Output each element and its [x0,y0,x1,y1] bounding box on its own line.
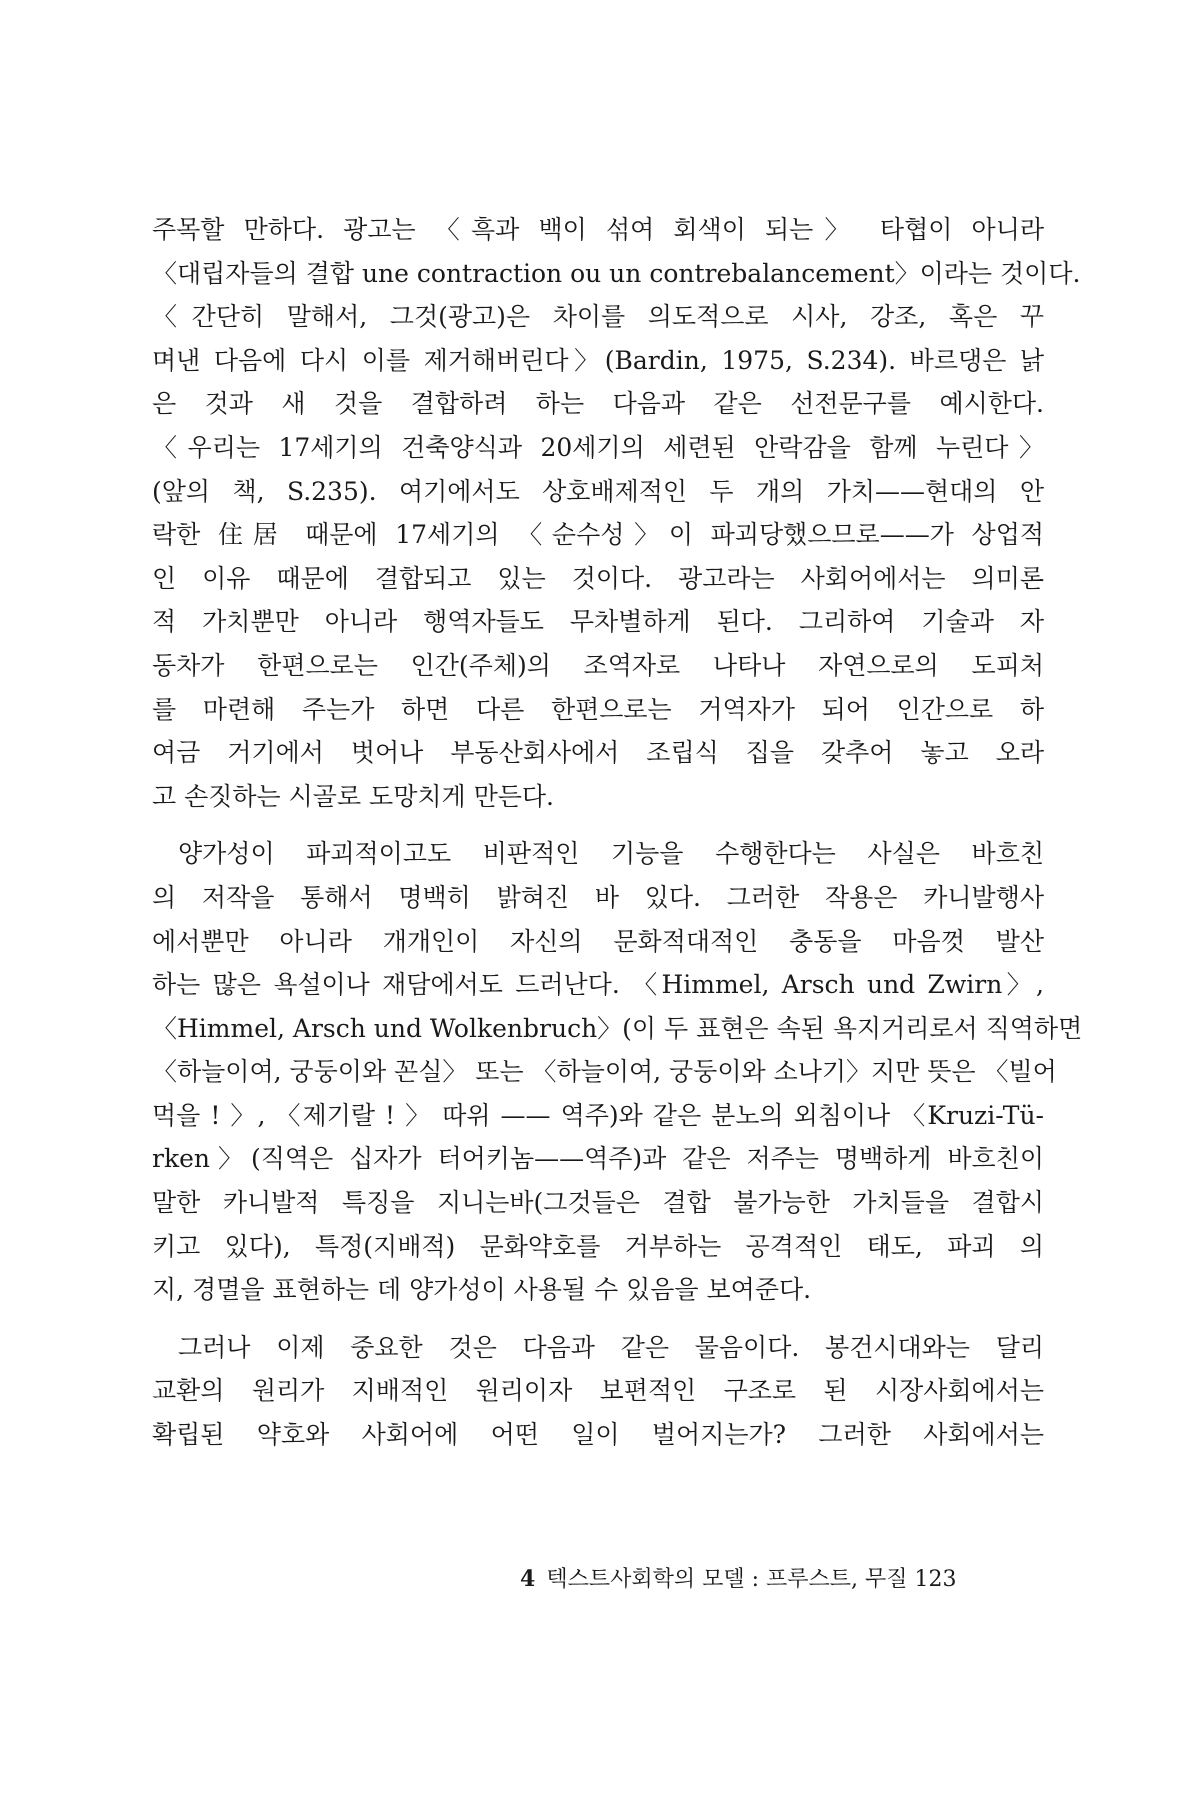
paragraph-gap [152,1312,1044,1326]
text-line: 〈대립자들의 결합 une contraction ou un contrebalancement〉이라는 것이다. [152,258,1081,288]
chapter-number: 4 [520,1566,536,1592]
text-line: rken〉(직역은 십자가 터어키놈——역주)과 같은 저주는 명백하게 바흐친이 [152,1144,1044,1174]
paragraph-1 [152,208,1081,818]
text-line: 인 이유 때문에 결합되고 있는 것이다. 광고라는 사회어에서는 의미론 [152,563,1044,593]
text-line: 은 것과 새 것을 결합하려 하는 다음과 같은 선전문구를 예시한다. [152,389,1044,419]
text-line: 락한 住居 때문에 17세기의 〈순수성〉이 파괴당했으므로——가 상업적 [152,520,1044,550]
text-line: 동차가 한편으로는 인간(주체)의 조역자로 나타나 자연으로의 도피처 [152,650,1044,680]
text-line: 주목할 만하다. 광고는 〈흑과 백이 섞여 회색이 되는〉 타협이 아니라 [152,215,1044,244]
text-line: 며낸 다음에 다시 이를 제거해버린다〉(Bardin, 1975, S.234). 바르댕은 낡 [152,345,1044,375]
page-number: 123 [914,1567,957,1592]
text-line: 〈하늘이여, 궁둥이와 꼰실〉 또는 〈하늘이여, 궁둥이와 소나기〉지만 뜻은 〈빌어 [152,1057,1057,1087]
text-line: 여금 거기에서 벗어나 부동산회사에서 조립식 집을 갖추어 놓고 오라 [152,738,1044,768]
chapter-title: 텍스트사회학의 모델 : 프루스트, 무질 [546,1567,908,1592]
body-text [152,208,1083,1457]
text-line: 교환의 원리가 지배적인 원리이자 보편적인 구조로 된 시장사회에서는 [152,1376,1044,1406]
running-footer [520,1562,956,1593]
text-line: 하는 많은 욕설이나 재담에서도 드러난다. 〈Himmel, Arsch und Zwirn〉, [152,970,1044,1000]
text-line: (앞의 책, S.235). 여기에서도 상호배제적인 두 개의 가치——현대의 안 [152,476,1044,506]
text-line: 적 가치뿐만 아니라 행역자들도 무차별하게 된다. 그리하여 기술과 자 [152,607,1044,637]
text-line: 말한 카니발적 특징을 지니는바(그것들은 결합 불가능한 가치들을 결합시 [152,1188,1044,1218]
text-line: 를 마련해 주는가 하면 다른 한편으로는 거역자가 되어 인간으로 하 [152,694,1044,724]
text-line: 고 손짓하는 시골로 도망치게 만든다. [152,781,554,811]
text-line: 키고 있다), 특정(지배적) 문화약호를 거부하는 공격적인 태도, 파괴 의 [152,1231,1044,1261]
text-line: 먹을 ! 〉, 〈제기랄 ! 〉 따위 —— 역주)와 같은 분노의 외침이나 〈Kruzi-Tü- [152,1100,1044,1130]
text-line: 의 저작을 통해서 명백히 밝혀진 바 있다. 그러한 작용은 카니발행사 [152,882,1044,912]
text-line: 그러나 이제 중요한 것은 다음과 같은 물음이다. 봉건시대와는 달리 [178,1332,1044,1362]
text-line: 지, 경멸을 표현하는 데 양가성이 사용될 수 있음을 보여준다. [152,1275,812,1305]
text-line: 〈Himmel, Arsch und Wolkenbruch〉(이 두 표현은 속된 욕지거리로서 직역하면 [152,1013,1083,1043]
paragraph-2 [152,832,1083,1312]
text-line: 확립된 약호와 사회어에 어떤 일이 벌어지는가? 그러한 사회에서는 [152,1420,1044,1450]
text-line: 〈우리는 17세기의 건축양식과 20세기의 세련된 안락감을 함께 누린다〉 [152,432,1044,462]
text-line: 에서뿐만 아니라 개개인이 자신의 문화적대적인 충동을 마음껏 발산 [152,926,1044,956]
text-line: 〈간단히 말해서, 그것(광고)은 차이를 의도적으로 시사, 강조, 혹은 꾸 [152,302,1044,332]
paragraph-3 [152,1326,1044,1457]
text-line: 양가성이 파괴적이고도 비판적인 기능을 수행한다는 사실은 바흐친 [178,839,1044,869]
paragraph-gap [152,818,1044,832]
